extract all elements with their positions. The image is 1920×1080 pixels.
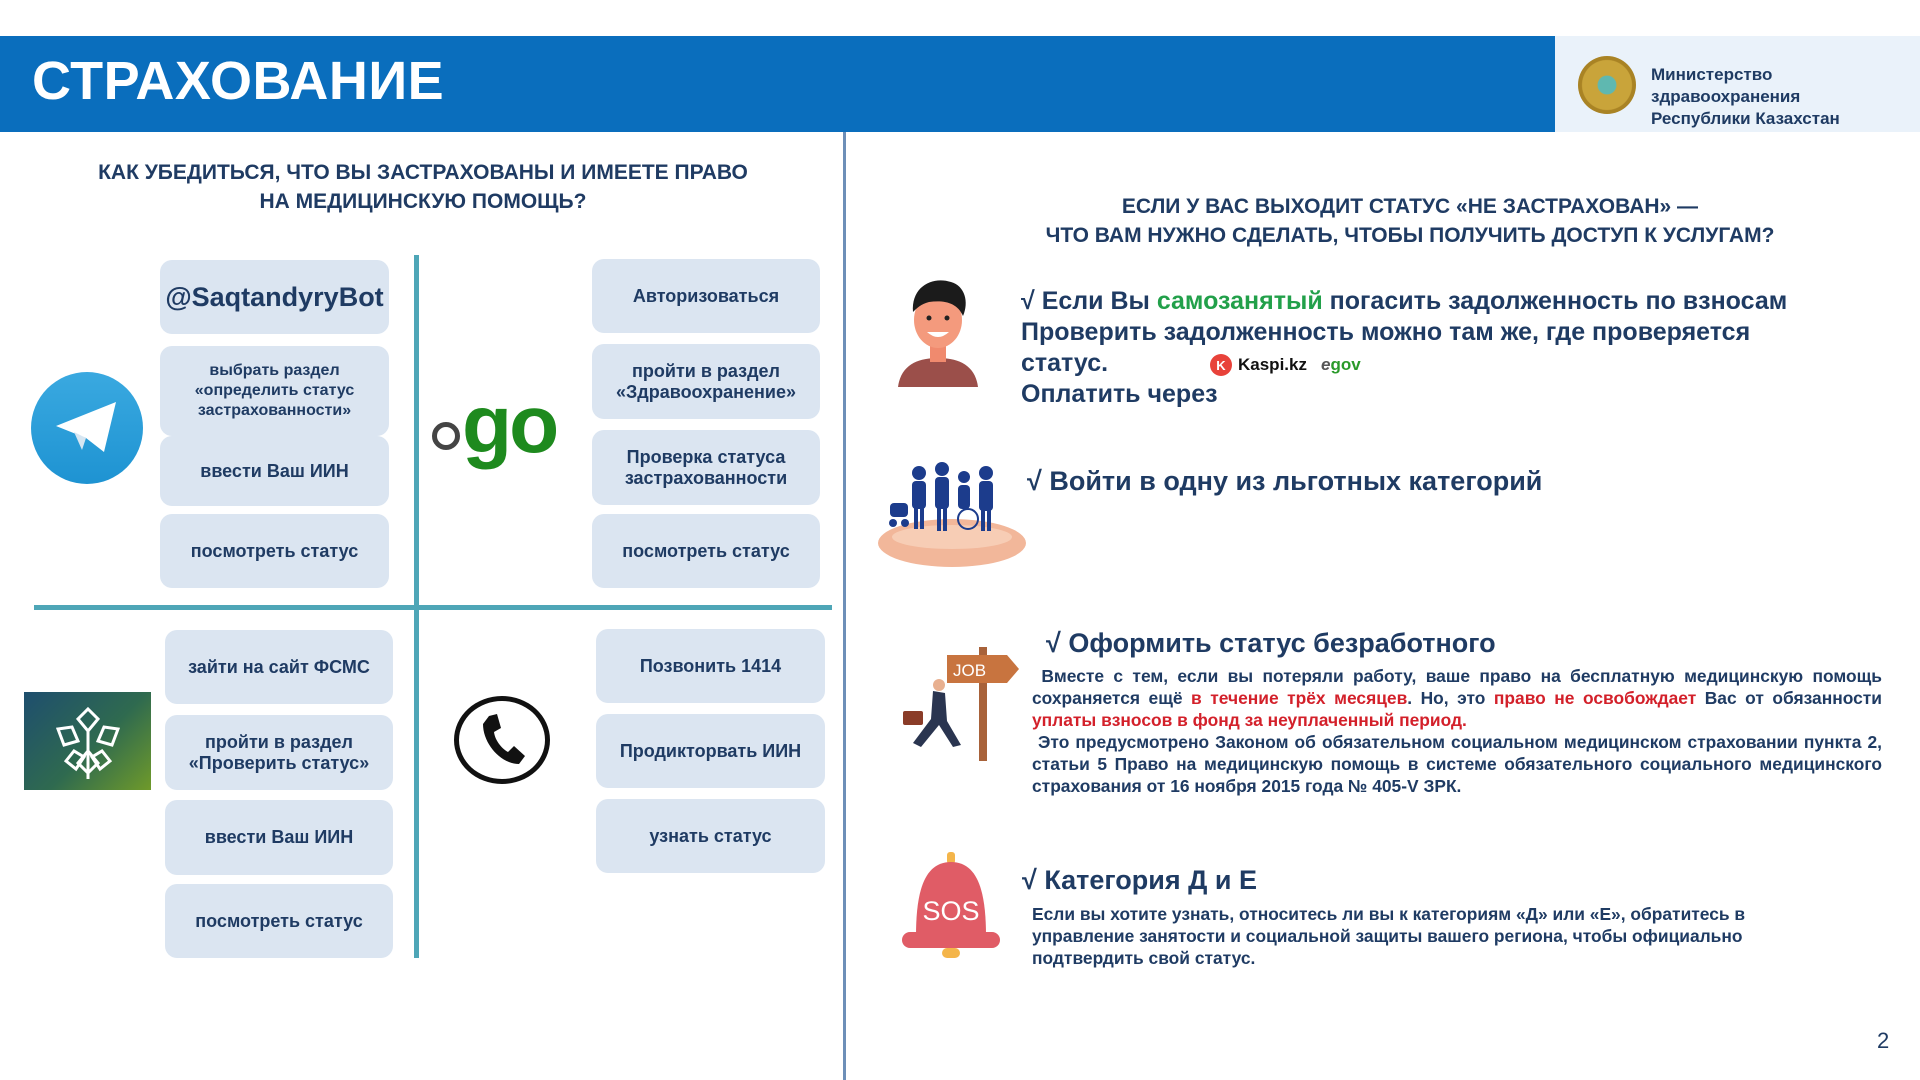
- page-title: СТРАХОВАНИЕ: [32, 51, 445, 111]
- checkmark-icon: √: [1022, 865, 1037, 895]
- right-title-line: ЕСЛИ У ВАС ВЫХОДИТ СТАТУС «НЕ ЗАСТРАХОВАН» —: [1121, 195, 1699, 218]
- fsms-step-section[interactable]: пройти в раздел «Проверить статус»: [165, 715, 393, 790]
- self-employed-avatar-icon: [893, 272, 983, 387]
- ministry-line: Министерство: [1651, 65, 1773, 84]
- ministry-line: Республики Казахстан: [1651, 109, 1840, 128]
- phone-step-status[interactable]: узнать статус: [596, 799, 825, 873]
- item-self-employed-line1: [1021, 286, 1881, 317]
- egov-pay-logo[interactable]: [1321, 355, 1361, 375]
- item-unemployed-body: [1032, 665, 1882, 797]
- right-title-line: ЧТО ВАМ НУЖНО СДЕЛАТЬ, ЧТОБЫ ПОЛУЧИТЬ ДОСТУП К УСЛУГАМ?: [1045, 224, 1775, 247]
- body-text: Вас от обязанности: [1696, 688, 1882, 708]
- left-title-line: КАК УБЕДИТЬСЯ, ЧТО ВЫ ЗАСТРАХОВАНЫ И ИМЕЕТЕ ПРАВО: [98, 161, 748, 184]
- fsms-step-site[interactable]: зайти на сайт ФСМС: [165, 630, 393, 704]
- sos-text: SOS: [922, 896, 980, 926]
- fsms-logo: [24, 692, 151, 790]
- right-section-title: [960, 192, 1860, 250]
- telegram-step-section[interactable]: выбрать раздел «определить статус застрахованности»: [160, 346, 389, 436]
- egov-logo: [432, 379, 572, 470]
- item-benefit-categories: [1027, 466, 1542, 497]
- body-text: Вместе с тем, если вы потеряли работу, ваше право на бесплатную медицинскую помощь сохраняется ещё: [1032, 666, 1882, 708]
- item-text: погасить задолженность по взносам: [1322, 287, 1788, 315]
- fsms-step-iin[interactable]: ввести Ваш ИИН: [165, 800, 393, 875]
- kaspi-logo[interactable]: Kaspi.kz: [1238, 355, 1307, 374]
- body-text: Это предусмотрено Законом об обязательном социальном медицинском страховании пункта 2, статьи 5 Право на медицинскую помощь в системе обязательного социального медицинского страхования от 16 ноября 2015 года № 405-V ЗРК.: [1032, 732, 1882, 796]
- egov-step-authorize[interactable]: Авторизоваться: [592, 259, 820, 333]
- item-self-employed-line4: Оплатить через: [1021, 380, 1218, 408]
- job-seeker-icon: [895, 645, 1025, 765]
- body-text-red: право не освобождает: [1493, 688, 1697, 708]
- item-unemployed: [1046, 628, 1496, 659]
- egov-logo-text: go: [462, 379, 557, 470]
- egov-prefix: e: [1320, 355, 1331, 374]
- kaspi-icon: K: [1210, 354, 1232, 376]
- panel-divider: [843, 132, 846, 1080]
- page-number: 2: [1877, 1028, 1890, 1053]
- body-text: . Но, это: [1407, 688, 1494, 708]
- egov-logo-mark-icon: [432, 422, 460, 450]
- body-text-red: уплаты взносов в фонд за неуплаченный период.: [1032, 710, 1467, 730]
- checkmark-icon: √: [1021, 287, 1035, 315]
- item-text: Категория Д и Е: [1044, 865, 1257, 895]
- ministry-line: здравоохранения: [1651, 87, 1801, 106]
- phone-step-call[interactable]: Позвонить 1414: [596, 629, 825, 703]
- phone-step-dictate[interactable]: Продикторвать ИИН: [596, 714, 825, 788]
- egov-text: gov: [1330, 355, 1361, 374]
- sos-bell-icon: [896, 852, 1006, 962]
- egov-step-status[interactable]: посмотреть статус: [592, 514, 820, 588]
- grid-horizontal-line: [34, 605, 832, 610]
- unemployed-paragraph-1: [1032, 665, 1882, 731]
- job-sign-text: JOB: [953, 661, 987, 680]
- egov-step-check[interactable]: Проверка статуса застрахованности: [592, 430, 820, 505]
- telegram-step-bot[interactable]: @SaqtandyryBot: [160, 260, 389, 334]
- egov-step-section[interactable]: пройти в раздел «Здравоохранение»: [592, 344, 820, 419]
- phone-icon: [454, 696, 550, 784]
- left-title-line: НА МЕДИЦИНСКУЮ ПОМОЩЬ?: [259, 190, 587, 213]
- telegram-icon: [31, 372, 143, 484]
- body-text-red: в течение трёх месяцев: [1191, 688, 1408, 708]
- benefit-categories-icon: [874, 455, 1029, 570]
- item-text: Если Вы: [1041, 287, 1157, 315]
- unemployed-paragraph-2: [1032, 731, 1882, 797]
- kazakhstan-emblem-icon: [1578, 56, 1636, 114]
- item-category-d-e: [1022, 865, 1257, 896]
- left-section-title: [60, 158, 786, 216]
- item-self-employed: [1021, 286, 1881, 410]
- item-text: Войти в одну из льготных категорий: [1049, 466, 1543, 496]
- payment-logos: [1210, 354, 1361, 376]
- fsms-step-status[interactable]: посмотреть статус: [165, 884, 393, 958]
- ministry-name: [1651, 64, 1840, 130]
- item-self-employed-line2: Проверить задолженность можно там же, где проверяется: [1021, 318, 1751, 346]
- highlight-self-employed: самозанятый: [1156, 287, 1323, 315]
- telegram-step-iin[interactable]: ввести Ваш ИИН: [160, 436, 389, 506]
- checkmark-icon: √: [1046, 628, 1061, 658]
- checkmark-icon: √: [1027, 466, 1042, 496]
- telegram-step-status[interactable]: посмотреть статус: [160, 514, 389, 588]
- item-self-employed-line3: статус.: [1021, 349, 1109, 377]
- item-text: Оформить статус безработного: [1068, 628, 1496, 658]
- item-category-d-e-body: Если вы хотите узнать, относитесь ли вы к категориям «Д» или «Е», обратитесь в управление занятости и социальной защиты вашего региона, чтобы официально подтвердить свой статус.: [1032, 904, 1746, 968]
